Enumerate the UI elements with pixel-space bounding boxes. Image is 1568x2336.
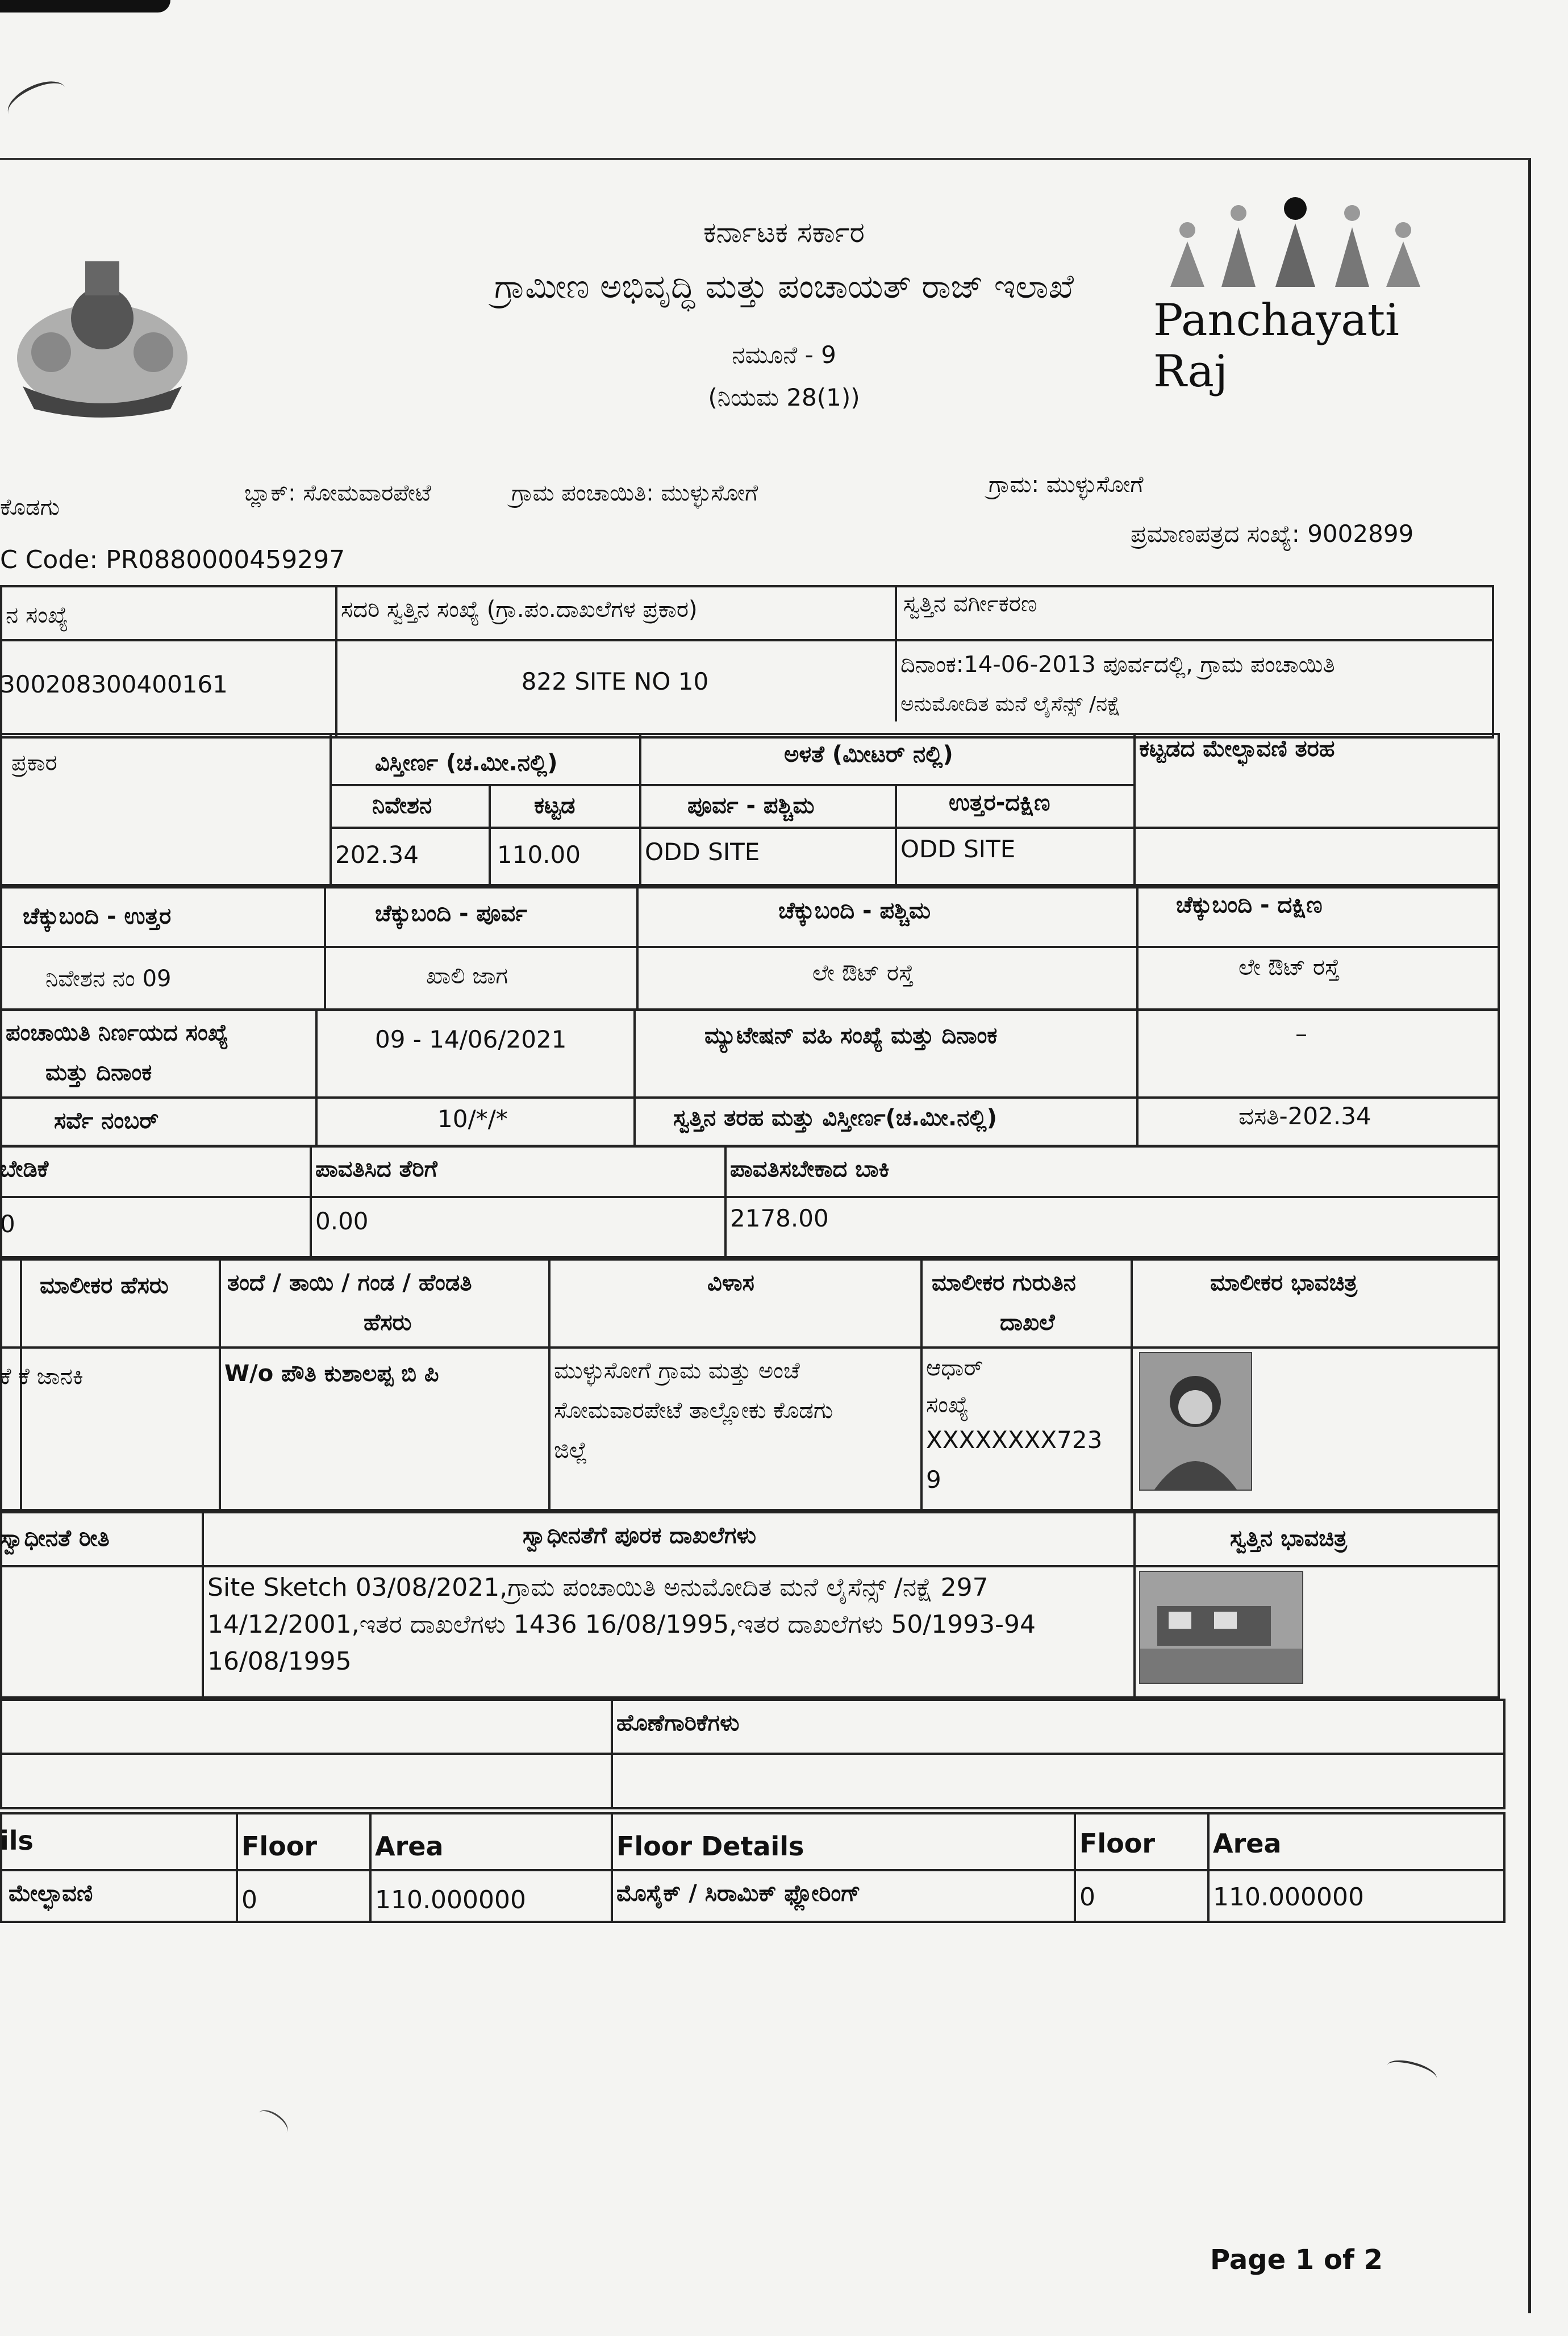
header-north-south: ಉತ್ತರ-ದಕ್ಷಿಣ — [949, 790, 1050, 816]
header-owner-id-1: ಮಾಲೀಕರ ಗುರುತಿನ — [932, 1270, 1076, 1296]
area-right-value: 110.000000 — [1213, 1883, 1364, 1912]
owner-id-line3: XXXXXXXX723 — [926, 1426, 1103, 1454]
possession-docs-line2: 14/12/2001,ಇತರ ದಾಖಲೆಗಳು 1436 16/08/1995,ಇತರ ದಾಖಲೆಗಳು 50/1993-94 — [207, 1610, 1036, 1639]
header-sadari: ಸದರಿ ಸ್ವತ್ತಿನ ಸಂಖ್ಯೆ (ಗ್ರಾ.ಪಂ.ದಾಖಲೆಗಳ ಪ್ರಕಾರ) — [341, 596, 698, 623]
flooring-value: ಮೊಸೈಕ್ / ಸಿರಾಮಿಕ್ ಫ್ಲೋರಿಂಗ್ — [616, 1880, 861, 1907]
logo-text: Panchayati Raj — [1153, 295, 1399, 397]
possession-docs-line3: 16/08/1995 — [207, 1647, 352, 1676]
property-photo — [1139, 1571, 1303, 1684]
header-survey: ಸರ್ವೆ ನಂಬರ್ — [54, 1108, 159, 1134]
header-boundary-north: ಚೆಕ್ಕುಬಂದಿ - ಉತ್ತರ — [23, 903, 172, 929]
header-boundary-west: ಚೆಕ್ಕುಬಂದಿ - ಪಶ್ಚಿಮ — [778, 898, 931, 924]
header-classification: ಸ್ವತ್ತಿನ ವರ್ಗೀಕರಣ — [903, 591, 1037, 617]
header-site: ನಿವೇಶನ — [372, 792, 432, 819]
building-area-value: 110.00 — [497, 841, 581, 869]
header-floor-details: Floor Details — [616, 1831, 804, 1862]
header-property-no: ನ ಸಂಖ್ಯೆ — [6, 602, 69, 628]
address-line1: ಮುಳ್ಳುಸೋಗೆ ಗ್ರಾಮ ಮತ್ತು ಅಂಚೆ — [554, 1358, 800, 1384]
roof-type-value: ಮೇಲ್ಛಾವಣಿ — [9, 1880, 93, 1907]
property-number: 300208300400161 — [0, 670, 228, 698]
header-mutation: ಮ್ಯುಟೇಷನ್ ವಹಿ ಸಂಖ್ಯೆ ಮತ್ತು ದಿನಾಂಕ — [704, 1023, 998, 1049]
header-owner-id-2: ದಾಖಲೆ — [1000, 1309, 1055, 1336]
header-measure: ಅಳತೆ (ಮೀಟರ್ ನಲ್ಲಿ) — [784, 741, 953, 767]
north-south-value: ODD SITE — [900, 835, 1016, 863]
header-state: ಕರ್ನಾಟಕ ಸರ್ಕಾರ — [703, 216, 865, 249]
boundary-south: ಲೇ ಔಟ್ ರಸ್ತೆ — [1238, 954, 1340, 981]
header-boundary-east: ಚೆಕ್ಕುಬಂದಿ - ಪೂರ್ವ — [375, 900, 528, 927]
header-building: ಕಟ್ಟಡ — [534, 792, 576, 819]
header-due: ಪಾವತಿಸಬೇಕಾದ ಬಾಕಿ — [730, 1156, 890, 1182]
gp-decision-value: 09 - 14/06/2021 — [375, 1025, 567, 1053]
owner-id-line2: ಸಂಖ್ಯೆ — [926, 1392, 969, 1418]
header-department: ಗ್ರಾಮೀಣ ಅಭಿವೃದ್ಧಿ ಮತ್ತು ಪಂಚಾಯತ್ ರಾಜ್ ಇಲಾಖೆ — [494, 267, 1074, 306]
pen-mark — [2, 73, 72, 128]
header-east-west: ಪೂರ್ವ - ಪಶ್ಚಿಮ — [687, 792, 815, 819]
district: ಕೊಡಗು — [0, 494, 60, 520]
boundary-east: ಖಾಲಿ ಜಾಗ — [426, 963, 508, 989]
certificate-number: ಪ್ರಮಾಣಪತ್ರದ ಸಂಖ್ಯೆ: 9002899 — [1131, 520, 1414, 548]
classification-line2: ಅನುಮೋದಿತ ಮನೆ ಲೈಸೆನ್ಸ್ /ನಕ್ಷೆ — [900, 693, 1121, 716]
boundary-west: ಲೇ ಔಟ್ ರಸ್ತೆ — [812, 960, 914, 986]
header-relation-1: ತಂದೆ / ತಾಯಿ / ಗಂಡ / ಹೆಂಡತಿ — [227, 1270, 472, 1296]
header-floor-right: Floor — [1079, 1828, 1156, 1859]
header-roof-type: ಕಟ್ಟಡದ ಮೇಲ್ಛಾವಣಿ ತರಹ — [1139, 736, 1335, 762]
owner-photo — [1139, 1352, 1252, 1491]
mutation-value: – — [1295, 1020, 1307, 1048]
header-owner-photo: ಮಾಲೀಕರ ಭಾವಚಿತ್ರ — [1210, 1270, 1358, 1296]
address-line3: ಜಿಲ್ಲೆ — [554, 1437, 588, 1463]
header-boundary-south: ಚೆಕ್ಕುಬಂದಿ - ದಕ್ಷಿಣ — [1176, 892, 1323, 918]
header-demand: ಬೇಡಿಕೆ — [0, 1156, 49, 1182]
owner-relation: W/o ಪೌತಿ ಕುಶಾಲಪ್ಪ ಬಿ ಪಿ — [224, 1361, 439, 1387]
header-relation-2: ಹೆಸರು — [364, 1309, 412, 1336]
owner-name: ಕೆ ಕೆ ಜಾನಕಿ — [0, 1363, 84, 1390]
village: ಗ್ರಾಮ: ಮುಳ್ಳುಸೋಗೆ — [989, 472, 1144, 498]
header-floor-left: Floor — [241, 1831, 318, 1862]
property-nature-value: ವಸತಿ-202.34 — [1238, 1102, 1371, 1130]
possession-docs-line1: Site Sketch 03/08/2021,ಗ್ರಾಮ ಪಂಚಾಯಿತಿ ಅನುಮೋದಿತ ಮನೆ ಲೈಸೆನ್ಸ್ /ನಕ್ಷೆ 297 — [207, 1573, 989, 1602]
gram-panchayat: ಗ್ರಾಮ ಪಂಚಾಯಿತಿ: ಮುಳ್ಳುಸೋಗೆ — [511, 480, 758, 506]
owner-id-line4: 9 — [926, 1466, 941, 1494]
header-gp-decision-2: ಮತ್ತು ದಿನಾಂಕ — [45, 1059, 152, 1086]
header-area-right: Area — [1213, 1828, 1282, 1859]
header-property-photo: ಸ್ವತ್ತಿನ ಭಾವಚಿತ್ರ — [1230, 1525, 1348, 1551]
page-number: Page 1 of 2 — [1210, 2244, 1383, 2276]
demand-value: 0 — [0, 1210, 15, 1238]
header-area: ವಿಸ್ತೀರ್ಣ (ಚ.ಮೀ.ನಲ್ಲಿ) — [375, 750, 558, 776]
address-line2: ಸೋಮವಾರಪೇಟೆ ತಾಲ್ಲೋಕು ಕೊಡಗು — [554, 1398, 833, 1424]
east-west-value: ODD SITE — [645, 838, 760, 866]
header-address: ವಿಳಾಸ — [707, 1270, 754, 1296]
paid-value: 0.00 — [315, 1207, 369, 1235]
form-number: ನಮೂನೆ - 9 — [732, 341, 836, 369]
owner-id-line1: ಆಧಾರ್ — [926, 1355, 983, 1381]
scan-smudge — [0, 0, 170, 12]
header-property-nature: ಸ್ವತ್ತಿನ ತರಹ ಮತ್ತು ವಿಸ್ತೀರ್ಣ(ಚ.ಮೀ.ನಲ್ಲಿ) — [673, 1105, 998, 1131]
site-number: 822 SITE NO 10 — [521, 668, 709, 695]
header-details-left: ils — [0, 1825, 34, 1856]
boundary-north: ನಿವೇಶನ ನಂ 09 — [45, 966, 172, 992]
classification-line1: ದಿನಾಂಕ:14-06-2013 ಪೂರ್ವದಲ್ಲಿ, ಗ್ರಾಮ ಪಂಚಾಯಿತಿ — [900, 652, 1335, 678]
site-area-value: 202.34 — [335, 841, 419, 869]
header-liabilities: ಹೊಣೆಗಾರಿಕೆಗಳು — [616, 1710, 740, 1736]
header-gp-decision-1: ಪಂಚಾಯಿತಿ ನಿರ್ಣಯದ ಸಂಖ್ಯೆ — [6, 1020, 229, 1046]
rule-number: (ನಿಯಮ 28(1)) — [708, 383, 860, 411]
header-paid: ಪಾವತಿಸಿದ ತೆರಿಗೆ — [315, 1156, 437, 1182]
floor-left-value: 0 — [241, 1886, 257, 1914]
header-type: ಪ್ರಕಾರ — [11, 750, 57, 776]
area-left-value: 110.000000 — [375, 1886, 526, 1914]
c-code: C Code: PR0880000459297 — [0, 545, 345, 574]
header-owner-name: ಮಾಲೀಕರ ಹೆಸರು — [40, 1273, 169, 1299]
person-icon — [1140, 1353, 1251, 1490]
house-icon — [1140, 1572, 1302, 1683]
block: ಬ್ಲಾಕ್: ಸೋಮವಾರಪೇಟೆ — [244, 480, 431, 506]
header-possession-method: ಸ್ವಾಧೀನತೆ ರೀತಿ — [0, 1525, 110, 1551]
survey-value: 10/*/* — [437, 1105, 508, 1133]
header-area-left: Area — [375, 1831, 444, 1862]
due-value: 2178.00 — [730, 1204, 829, 1232]
header-possession-docs: ಸ್ವಾಧೀನತೆಗೆ ಪೂರಕ ದಾಖಲೆಗಳು — [523, 1522, 756, 1549]
floor-right-value: 0 — [1079, 1883, 1095, 1912]
